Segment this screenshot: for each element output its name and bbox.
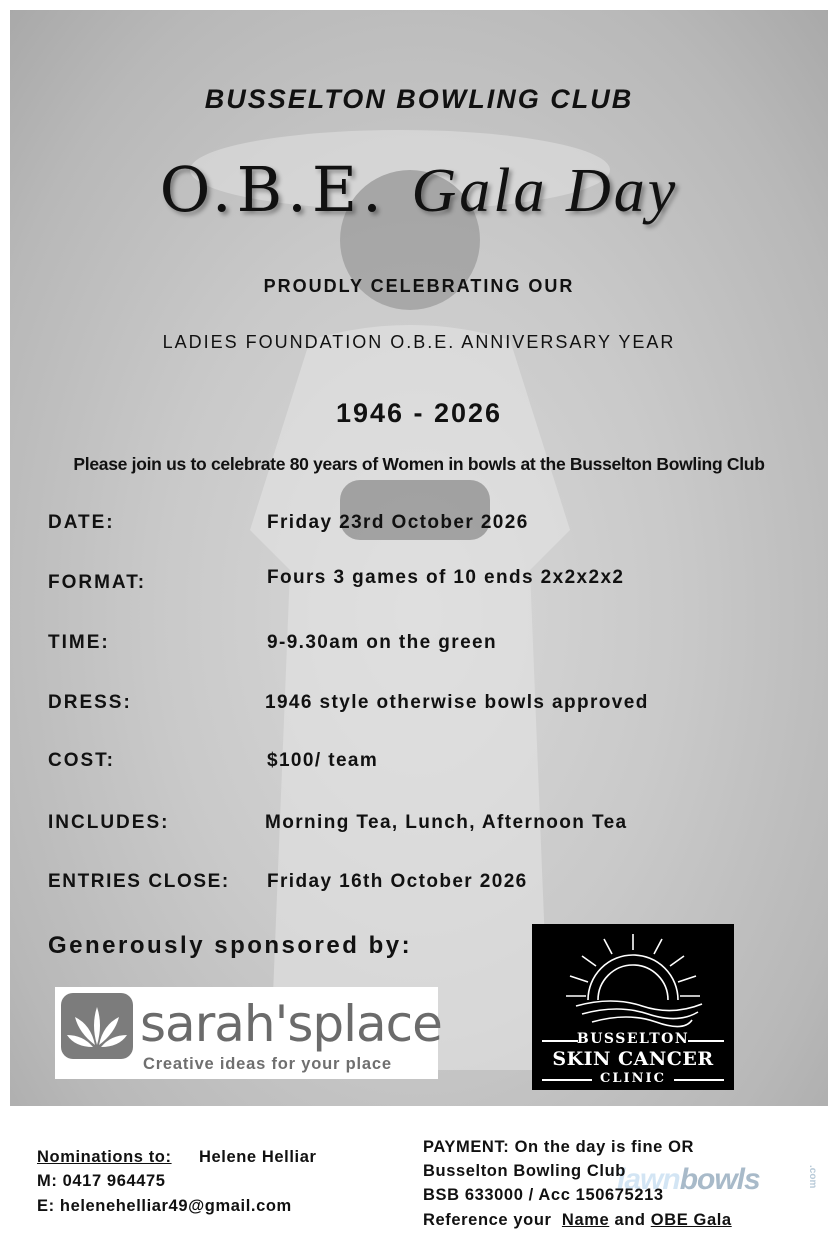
- skin-cancer-clinic-logo: [532, 924, 734, 1090]
- detail-row-dress: [48, 692, 808, 722]
- lawnbowls-logo-suffix: .com: [807, 1165, 818, 1189]
- detail-value: $100/ team: [267, 750, 379, 771]
- detail-row-entries-close: [48, 871, 808, 901]
- detail-value: Morning Tea, Lunch, Afternoon Tea: [265, 812, 628, 833]
- detail-row-includes: [48, 812, 808, 842]
- detail-label: DATE:: [48, 512, 115, 533]
- payment-reference-and: and: [614, 1211, 646, 1229]
- sunrise-icon: [552, 930, 714, 1036]
- event-title: [0, 150, 838, 240]
- nominations-contact-name: Helene Helliar: [199, 1148, 317, 1166]
- detail-value: 1946 style otherwise bowls approved: [265, 692, 649, 713]
- detail-row-time: [48, 632, 808, 662]
- sarahs-place-tagline: Creative ideas for your place: [143, 1055, 392, 1073]
- nominations-label: Nominations to:: [37, 1148, 172, 1166]
- club-name: BUSSELTON BOWLING CLUB: [204, 84, 634, 114]
- clinic-name-line-2: SKIN CANCER: [552, 1048, 714, 1070]
- detail-value: Friday 16th October 2026: [267, 871, 528, 892]
- detail-row-date: [48, 512, 808, 542]
- detail-label: ENTRIES CLOSE:: [48, 871, 230, 892]
- invitation-text: Please join us to celebrate 80 years of Women in bowls at the Busselton Bowling Club: [73, 454, 765, 474]
- payment-line-3: BSB 633000 / Acc 150675213: [423, 1186, 664, 1204]
- clinic-name-line-1: BUSSELTON: [576, 1031, 690, 1047]
- clinic-name-line-3: CLINIC: [600, 1071, 666, 1086]
- contact-phone: M: 0417 964475: [37, 1172, 166, 1190]
- detail-label: TIME:: [48, 632, 110, 653]
- event-title-prefix: O.B.E.: [159, 153, 387, 226]
- sponsors-heading: Generously sponsored by:: [48, 932, 413, 959]
- subtitle-line-1: PROUDLY CELEBRATING OUR: [263, 276, 575, 296]
- detail-label: COST:: [48, 750, 115, 771]
- event-title-suffix: Gala Day: [411, 157, 679, 225]
- payment-reference-prefix: Reference your: [423, 1211, 552, 1229]
- leaf-icon: [61, 993, 133, 1059]
- payment-line-4: [423, 1211, 732, 1230]
- subtitle-line-2: LADIES FOUNDATION O.B.E. ANNIVERSARY YEAR: [162, 332, 676, 352]
- lawnbowls-logo-part-a: lawn: [617, 1163, 680, 1196]
- sarahs-place-logo: [55, 987, 442, 1079]
- payment-reference-name: Name: [561, 1211, 610, 1229]
- payment-reference-code: OBE Gala: [650, 1211, 732, 1229]
- contact-email: E: helenehelliar49@gmail.com: [37, 1197, 292, 1215]
- detail-value: 9-9.30am on the green: [267, 632, 498, 653]
- detail-label: FORMAT:: [48, 572, 147, 593]
- lawnbowls-logo-part-b: bowls: [679, 1163, 760, 1196]
- detail-value: Fours 3 games of 10 ends 2x2x2x2: [267, 567, 625, 588]
- detail-label: DRESS:: [48, 692, 132, 713]
- detail-label: INCLUDES:: [48, 812, 170, 833]
- detail-row-cost: [48, 750, 808, 780]
- detail-row-format: [48, 567, 808, 600]
- sarahs-place-name: sarah'splace: [140, 995, 442, 1053]
- detail-value: Friday 23rd October 2026: [267, 512, 529, 533]
- payment-line-1: PAYMENT: On the day is fine OR: [423, 1138, 695, 1156]
- anniversary-years: 1946 - 2026: [335, 398, 503, 428]
- payment-line-2: Busselton Bowling Club: [423, 1162, 626, 1180]
